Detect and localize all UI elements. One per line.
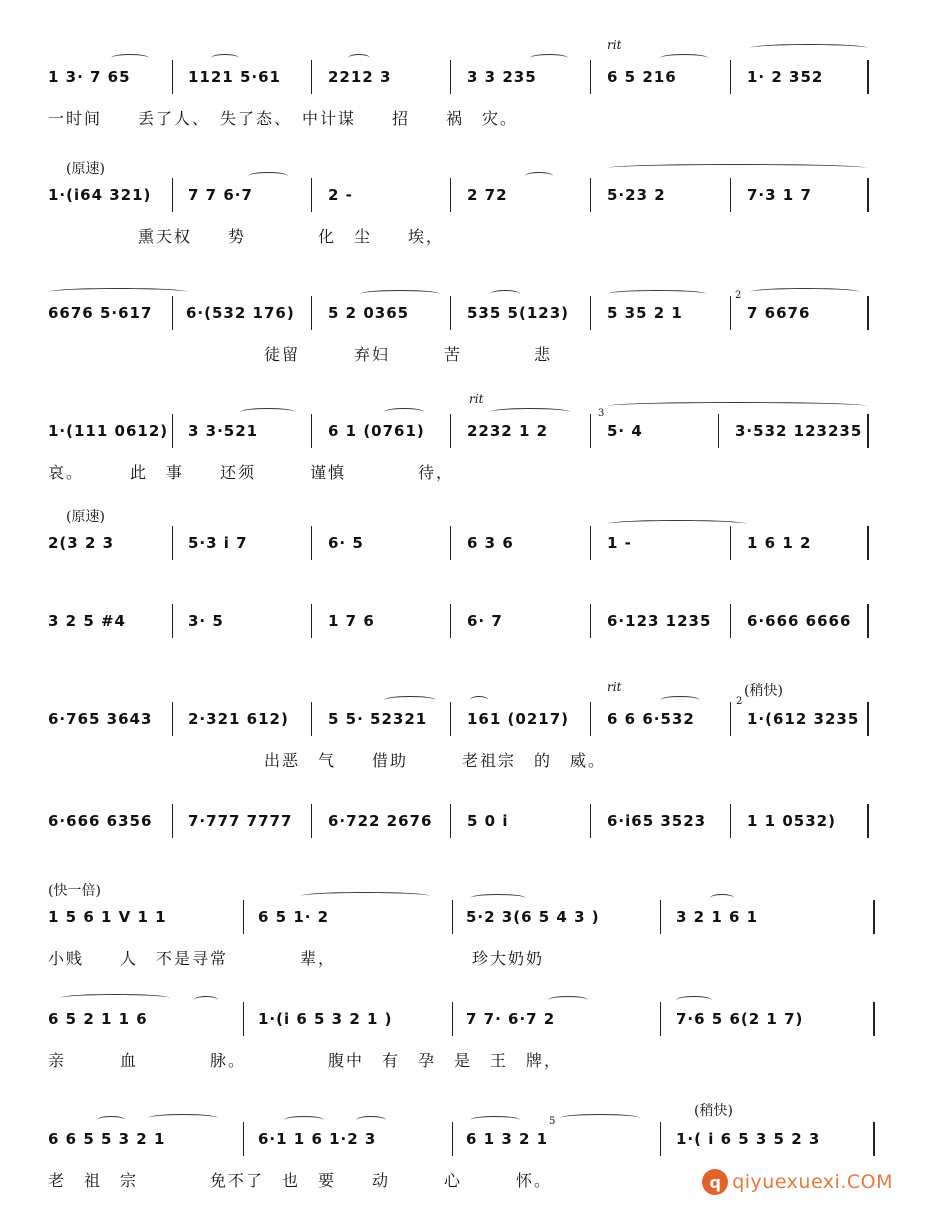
slur	[356, 1116, 386, 1124]
watermark-text: qiyuexuexi.COM	[732, 1171, 893, 1193]
notes-row	[0, 62, 929, 92]
measure: 2 72	[467, 186, 508, 204]
measure: 6·765 3643	[48, 710, 153, 728]
measure: 6 3 6	[467, 534, 514, 552]
barline	[172, 702, 173, 736]
notes-row	[0, 180, 929, 210]
measure: 6676 5·617	[48, 304, 153, 322]
barline	[172, 178, 173, 212]
barline	[452, 900, 453, 934]
measure: 6·666 6356	[48, 812, 153, 830]
barline	[311, 296, 312, 330]
measure: 6 6 6·532	[607, 710, 695, 728]
measure: 2(3 2 3	[48, 534, 115, 552]
measure: 3 3·521	[188, 422, 259, 440]
watermark	[702, 1169, 893, 1195]
measure: 6 1 3 2 1	[466, 1130, 549, 1148]
measure: 6·666 6666	[747, 612, 852, 630]
measure: 1 -	[607, 534, 632, 552]
barline	[311, 178, 312, 212]
barline	[590, 60, 591, 94]
tempo-mark: (原速)	[66, 509, 105, 525]
measure: 1·(i 6 5 3 2 1 )	[258, 1010, 393, 1028]
slur	[560, 1114, 640, 1122]
notes-row	[0, 1004, 929, 1034]
barline	[660, 1122, 661, 1156]
measure: 6·i65 3523	[607, 812, 707, 830]
barline	[867, 296, 869, 330]
slur	[248, 172, 288, 180]
rit-mark: rit	[607, 38, 622, 52]
measure: 3· 5	[188, 612, 224, 630]
barline	[243, 1002, 244, 1036]
measure: 7 7· 6·7 2	[466, 1010, 556, 1028]
barline	[867, 526, 869, 560]
measure: 1·(612 3235	[747, 710, 860, 728]
tie-long	[48, 288, 188, 296]
barline	[452, 1002, 453, 1036]
measure: 3 2 5 #4	[48, 612, 126, 630]
measure: 3 3 235	[467, 68, 537, 86]
slur	[194, 996, 218, 1004]
tie-long	[607, 402, 867, 410]
tempo-mark: (原速)	[66, 161, 105, 177]
slur	[676, 996, 712, 1004]
barline	[730, 60, 731, 94]
lyrics-line: 小贱 人 不是寻常 辈， 珍大奶奶	[48, 949, 545, 968]
barline	[450, 604, 451, 638]
measure: 6· 7	[467, 612, 503, 630]
barline	[730, 296, 731, 330]
measure: 6·123 1235	[607, 612, 712, 630]
measure: 1· 2 352	[747, 68, 824, 86]
slur	[300, 892, 430, 900]
measure: 7·6 5 6(2 1 7)	[676, 1010, 804, 1028]
measure: 1·(111 0612)	[48, 422, 169, 440]
barline	[730, 526, 731, 560]
barline	[311, 414, 312, 448]
measure: 535 5(123)	[467, 304, 569, 322]
tie-long	[750, 44, 868, 52]
barline	[590, 414, 591, 448]
barline	[867, 60, 869, 94]
barline	[873, 1122, 875, 1156]
measure: 6· 5	[328, 534, 364, 552]
rit-mark: rit	[469, 392, 484, 406]
barline	[172, 60, 173, 94]
barline	[172, 414, 173, 448]
slur	[660, 696, 700, 704]
lyrics-line: 一时间 丢了人、 失了态、 中计谋 招 祸 灾。	[48, 109, 519, 128]
lyrics-line: 出恶 气 借助 老祖宗 的 威。	[48, 751, 607, 770]
barline	[311, 604, 312, 638]
tempo-mark: (稍快)	[694, 1103, 733, 1119]
measure: 6·(532 176)	[186, 304, 295, 322]
barline	[867, 804, 869, 838]
barline	[590, 702, 591, 736]
measure: 5·23 2	[607, 186, 666, 204]
barline	[718, 414, 719, 448]
barline	[311, 702, 312, 736]
tempo-mark: (稍快)	[744, 683, 783, 699]
barline	[450, 178, 451, 212]
slur	[470, 696, 488, 704]
barline	[452, 1122, 453, 1156]
notes-row	[0, 606, 929, 636]
measure: 6·722 2676	[328, 812, 433, 830]
grace-mark: 5	[549, 1116, 556, 1127]
slur	[660, 54, 708, 62]
slur	[348, 54, 370, 62]
barline	[172, 604, 173, 638]
slur	[384, 408, 424, 416]
slur	[548, 996, 588, 1004]
measure: 7 7 6·7	[188, 186, 253, 204]
measure: 6 1 (0761)	[328, 422, 425, 440]
barline	[450, 60, 451, 94]
slur	[490, 290, 520, 298]
measure: 3 2 1 6 1	[676, 908, 759, 926]
barline	[450, 702, 451, 736]
barline	[243, 1122, 244, 1156]
slur	[530, 54, 568, 62]
slur	[470, 894, 526, 902]
notes-row	[0, 806, 929, 836]
slur	[60, 994, 170, 1002]
barline	[172, 296, 173, 330]
slur	[111, 54, 149, 62]
barline	[730, 178, 731, 212]
tie-long	[607, 164, 867, 172]
measure: 1·( i 6 5 3 5 2 3	[676, 1130, 821, 1148]
measure: 7·777 7777	[188, 812, 293, 830]
measure: 6 5 2 1 1 6	[48, 1010, 148, 1028]
slur	[97, 1116, 125, 1124]
lyrics-line: 徒留 弃妇 苦 悲	[48, 345, 553, 364]
barline	[660, 1002, 661, 1036]
measure: 7·3 1 7	[747, 186, 812, 204]
barline	[730, 804, 731, 838]
slur	[360, 290, 440, 298]
slur	[211, 54, 239, 62]
measure: 161 (0217)	[467, 710, 569, 728]
measure: 1121 5·61	[188, 68, 281, 86]
measure: 6 6 5 5 3 2 1	[48, 1130, 166, 1148]
measure: 6 5 216	[607, 68, 677, 86]
barline	[867, 178, 869, 212]
measure: 5 0 i	[467, 812, 509, 830]
measure: 5 5· 52321	[328, 710, 428, 728]
barline	[450, 414, 451, 448]
measure: 2232 1 2	[467, 422, 549, 440]
barline	[873, 1002, 875, 1036]
measure: 6 5 1· 2	[258, 908, 330, 926]
notes-row	[0, 416, 929, 446]
barline	[590, 178, 591, 212]
grace-mark: 2	[736, 696, 743, 707]
barline	[867, 702, 869, 736]
measure: 1 6 1 2	[747, 534, 812, 552]
grace-mark: 2	[735, 290, 742, 301]
lyrics-line: 熏天权 势 化 尘 埃，	[48, 227, 445, 246]
slur	[148, 1114, 218, 1122]
barline	[450, 296, 451, 330]
measure: 2 -	[328, 186, 353, 204]
measure: 5 2 0365	[328, 304, 410, 322]
slur	[607, 520, 747, 528]
grace-mark: 3	[598, 408, 605, 419]
slur	[607, 290, 707, 298]
lyrics-line: 老 祖 宗 免不了 也 要 动 心 怀。	[48, 1171, 553, 1190]
slur	[284, 1116, 324, 1124]
measure: 2212 3	[328, 68, 392, 86]
notes-row	[0, 298, 929, 328]
slur	[470, 1116, 520, 1124]
barline	[590, 604, 591, 638]
barline	[243, 900, 244, 934]
measure: 1·(i64 321)	[48, 186, 152, 204]
measure: 1 7 6	[328, 612, 375, 630]
barline	[172, 526, 173, 560]
barline	[730, 604, 731, 638]
measure: 3·532 123235	[735, 422, 863, 440]
barline	[450, 526, 451, 560]
measure: 6·1 1 6 1·2 3	[258, 1130, 377, 1148]
slur	[240, 408, 295, 416]
notes-row	[0, 528, 929, 558]
lyrics-line: 哀。 此 事 还须 谨慎 待，	[48, 463, 455, 482]
slur	[384, 696, 436, 704]
measure: 5· 4	[607, 422, 643, 440]
notes-row	[0, 704, 929, 734]
measure: 5·3 i 7	[188, 534, 248, 552]
barline	[590, 804, 591, 838]
slur	[710, 894, 734, 902]
measure: 1 5 6 1 V 1 1	[48, 908, 167, 926]
measure: 7 6676	[747, 304, 811, 322]
barline	[172, 804, 173, 838]
measure: 1 3· 7 65	[48, 68, 131, 86]
slur	[750, 288, 860, 296]
measure: 5·2 3(6 5 4 3 )	[466, 908, 600, 926]
measure: 5 35 2 1	[607, 304, 683, 322]
barline	[311, 60, 312, 94]
measure: 2·321 612)	[188, 710, 289, 728]
notes-row	[0, 1124, 929, 1154]
barline	[590, 296, 591, 330]
barline	[450, 804, 451, 838]
barline	[660, 900, 661, 934]
barline	[311, 526, 312, 560]
slur	[490, 408, 570, 416]
notes-row	[0, 902, 929, 932]
rit-mark: rit	[607, 680, 622, 694]
barline	[590, 526, 591, 560]
barline	[867, 414, 869, 448]
barline	[867, 604, 869, 638]
tempo-mark: (快一倍)	[48, 883, 101, 899]
measure: 1 1 0532)	[747, 812, 836, 830]
lyrics-line: 亲 血 脉。 腹中 有 孕 是 王 牌，	[48, 1051, 563, 1070]
slur	[525, 172, 553, 180]
barline	[311, 804, 312, 838]
q-logo-icon: q	[702, 1169, 728, 1195]
barline	[730, 702, 731, 736]
barline	[873, 900, 875, 934]
